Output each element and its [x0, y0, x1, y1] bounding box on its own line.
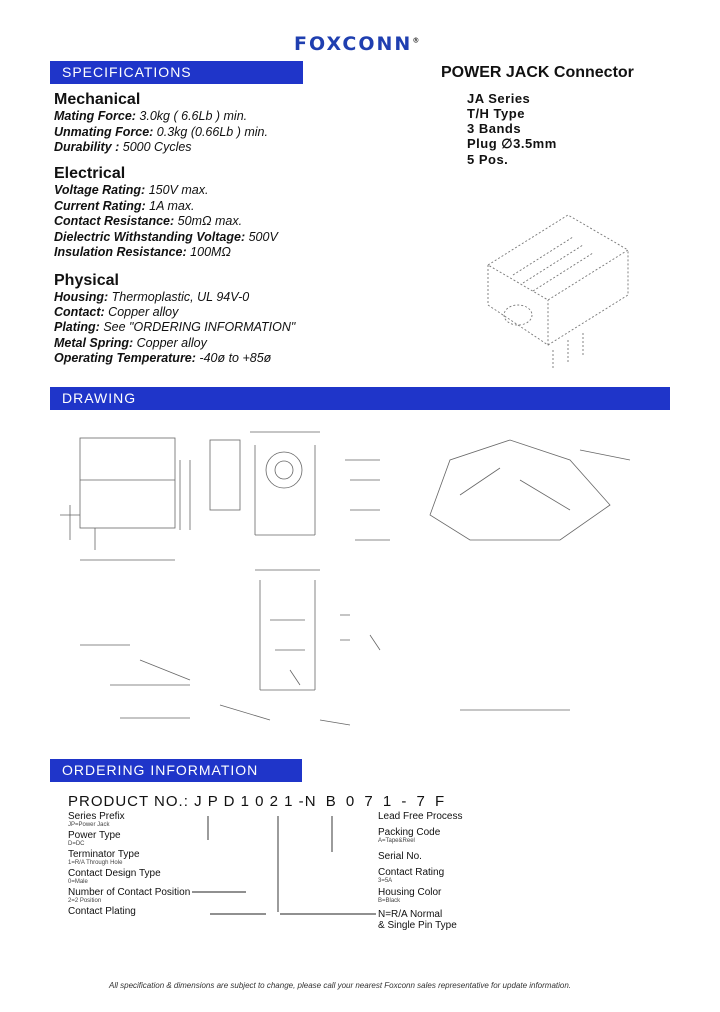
- product-detail: 3 Bands: [467, 121, 522, 136]
- specifications-bar-label: SPECIFICATIONS: [62, 64, 192, 80]
- ordering-item: N=R/A Normal: [378, 909, 443, 920]
- ordering-item: Packing Code A=Tape&Reel: [378, 827, 441, 844]
- ordering-item: Terminator Type 1=R/A Through Hole: [68, 849, 140, 866]
- ordering-item: Lead Free Process: [378, 811, 463, 822]
- drawing-bar: [50, 387, 670, 410]
- spec-line: Dielectric Withstanding Voltage: 500V: [54, 229, 278, 244]
- connector-illustration: [478, 205, 638, 375]
- ordering-bar: [50, 759, 302, 782]
- spec-line: Insulation Resistance: 100MΩ: [54, 245, 231, 259]
- ordering-item: Housing Color B=Black: [378, 887, 442, 904]
- ordering-right-list: [378, 811, 463, 931]
- ordering-item: Contact Plating: [68, 906, 136, 917]
- spec-line: Voltage Rating: 150V max.: [54, 183, 209, 197]
- electrical-list: [54, 183, 278, 261]
- mechanical-heading: Mechanical: [54, 91, 141, 108]
- ordering-item: Serial No.: [378, 851, 422, 862]
- spec-line: Contact Resistance: 50mΩ max.: [54, 214, 243, 228]
- product-number-label: PRODUCT NO.:: [68, 793, 189, 810]
- spec-line: Operating Temperature: -40ø to +85ø: [54, 350, 272, 365]
- ordering-item: Power Type D=DC: [68, 830, 121, 847]
- product-number-tail: N B 0 7 1 - 7 F: [304, 793, 448, 810]
- ordering-bar-label: ORDERING INFORMATION: [62, 762, 259, 778]
- product-detail: Plug ∅3.5mm: [467, 136, 557, 151]
- ordering-item: Number of Contact Position 2=2 Position: [68, 887, 191, 904]
- spec-line: Unmating Force: 0.3kg (0.66Lb ) min.: [54, 124, 268, 139]
- foxconn-logo: FOXCONN®: [294, 33, 420, 55]
- product-number: [68, 793, 447, 810]
- spec-line: Contact: Copper alloy: [54, 305, 179, 320]
- spec-line: Plating: See "ORDERING INFORMATION": [54, 320, 296, 335]
- electrical-heading: Electrical: [54, 165, 126, 182]
- spec-line: Durability : 5000 Cycles: [54, 140, 192, 154]
- product-detail: 5 Pos.: [467, 152, 509, 167]
- physical-heading: Physical: [54, 272, 119, 289]
- technical-drawing: [50, 420, 670, 740]
- drawing-bar-label: DRAWING: [62, 390, 137, 406]
- ordering-left-list: [68, 811, 190, 925]
- spec-line: Current Rating: 1A max.: [54, 198, 195, 213]
- ordering-item: Contact Rating 3=5A: [378, 867, 445, 884]
- specifications-bar: [50, 61, 303, 84]
- product-details: [467, 91, 557, 167]
- mechanical-list: [54, 109, 268, 156]
- spec-line: Mating Force: 3.0kg ( 6.6Lb ) min.: [54, 109, 248, 123]
- spec-line: Metal Spring: Copper alloy: [54, 335, 207, 350]
- footer-disclaimer: All specification & dimensions are subject to change, please call your nearest Foxconn sales representative for update information.: [109, 981, 572, 990]
- ordering-item: & Single Pin Type: [378, 920, 457, 931]
- product-title: POWER JACK Connector: [441, 64, 634, 81]
- product-number-head: J P D 1 0 2 1 -: [194, 793, 305, 810]
- spec-line: Housing: Thermoplastic, UL 94V-0: [54, 290, 250, 304]
- product-detail: JA Series: [467, 91, 531, 106]
- ordering-item: Series Prefix JP=Power Jack: [68, 811, 125, 828]
- physical-list: [54, 290, 295, 366]
- ordering-item: Contact Design Type 0=Male: [68, 868, 161, 885]
- product-detail: T/H Type: [467, 106, 525, 121]
